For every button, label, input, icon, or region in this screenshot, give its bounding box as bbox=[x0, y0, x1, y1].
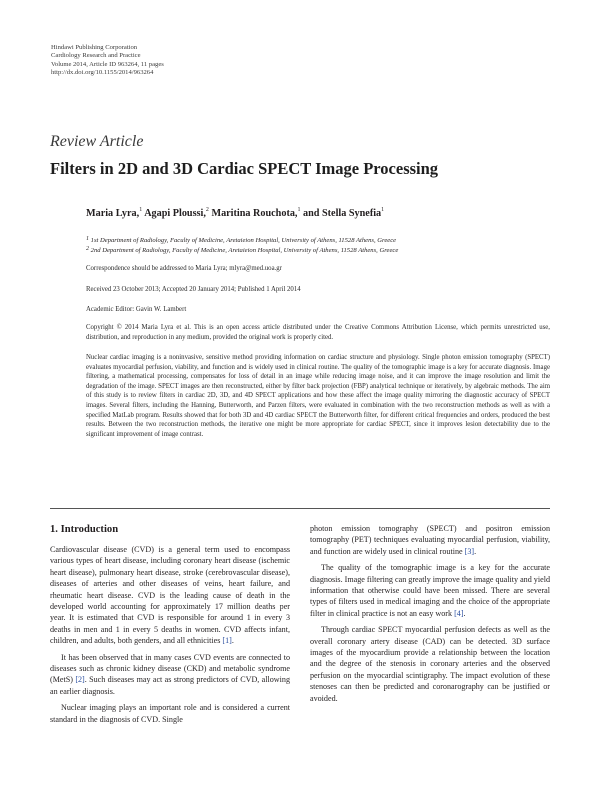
paragraph-text: . bbox=[231, 636, 234, 646]
author-list bbox=[86, 208, 384, 219]
affiliation bbox=[86, 236, 396, 245]
body-paragraph: Through cardiac SPECT myocardial perfusion defects as well as the overall coronary artery disease (CAD) can be detected. 3D surface images of the myocardium provide a relationship between the location and the degree of the stenosis in coronary arteries and the observed perfusion on the myocardial scintigraphy. The impact evolution of these stenoses can then be predicted and coronarography can be justified or avoided. bbox=[310, 625, 550, 703]
author-affiliation-mark: 1 bbox=[381, 207, 385, 213]
doi-link[interactable]: http://dx.doi.org/10.1155/2014/963264 bbox=[51, 68, 154, 76]
author-name: and Stella Synefia bbox=[303, 208, 382, 219]
affiliation-mark: 2 bbox=[86, 246, 89, 252]
volume-info: Volume 2014, Article ID 963264, 11 pages bbox=[51, 60, 164, 68]
citation-link[interactable]: [3] bbox=[464, 546, 475, 556]
affiliation-text: 2nd Department of Radiology, Faculty of Medicine, Aretaieion Hospital, University of Athens, 11528 Athens, Greece bbox=[90, 247, 399, 254]
abstract: Nuclear cardiac imaging is a noninvasive, sensitive method providing information on cardiac structure and physiology. Single photon emission tomography (SPECT) evaluates myocardial perfusion, viability, and function and is widely used in clinical routine. The quality of the tomographic image is a key for accurate diagnosis. Image filtering, a mathematical processing, compensates for loss of detail in an image while reducing image noise, and it can improve the image resolution and limit the degradation of the image. SPECT images are then reconstructed, either by filter back projection (FBP) analytical technique or iteratively, by algebraic methods. The aim of this study is to review filters in cardiac 2D, 3D, and 4D SPECT applications and how these affect the image quality mirroring the diagnostic accuracy of SPECT images. Several filters, including the Hanning, Butterworth, and Parzen filters, were evaluated in combination with the two reconstruction methods as well as with a specified MatLab program. Results showed that for both 3D and 4D cardiac SPECT the Butterworth filter, for different critical frequencies and orders, produced the best results. Between the two reconstruction methods, the iterative one might be more appropriate for cardiac SPECT, since it improves lesion detectability due to the significant improvement of image contrast. bbox=[86, 354, 550, 438]
citation-link[interactable]: [2] bbox=[75, 675, 85, 685]
publication-info bbox=[51, 44, 164, 77]
paragraph-text: Cardiovascular disease (CVD) is a general term used to encompass various types of heart disease, including coronary heart disease (ischemic heart disease), pulmonary heart disease, stroke (cerebrovascular disease), diseases of arteries and other diseases of veins, heart failure, and rheumatic heart disease. CVD is the leading cause of death in the developed world accounting for approximately 17 million deaths per year. It is estimated that CVD is responsible for around 1 in every 3 deaths in men and 1 in every 5 deaths in women. CVD affects infant, children, and adults, both genders, and all ethnicities bbox=[50, 545, 290, 646]
affiliation-text: 1st Department of Radiology, Faculty of Medicine, Aretaieion Hospital, University of Athens, 11528 Athens, Greece bbox=[90, 237, 397, 244]
journal-name: Cardiology Research and Practice bbox=[51, 52, 141, 60]
article-title: Filters in 2D and 3D Cardiac SPECT Image Processing bbox=[50, 159, 439, 178]
copyright-notice: Copyright © 2014 Maria Lyra et al. This is an open access article distributed under the Creative Commons Attribution License, which permits unrestricted use, distribution, and reproduction in any medium, provided the original work is properly cited. bbox=[86, 324, 550, 341]
author-affiliation-mark: 1 bbox=[139, 207, 143, 213]
body-paragraph bbox=[310, 523, 550, 557]
affiliation bbox=[86, 246, 398, 255]
author-affiliation-mark: 2 bbox=[205, 207, 209, 213]
section-divider bbox=[50, 508, 550, 509]
affiliation-mark: 1 bbox=[86, 236, 89, 242]
publisher-name: Hindawi Publishing Corporation bbox=[51, 44, 138, 51]
body-paragraph bbox=[310, 562, 550, 619]
academic-editor: Academic Editor: Gavin W. Lambert bbox=[86, 306, 187, 313]
author-name: Agapi Ploussi, bbox=[144, 208, 206, 219]
left-column bbox=[50, 523, 290, 725]
citation-link[interactable]: [1] bbox=[222, 636, 232, 646]
paragraph-text: . Such diseases may act as strong predictors of CVD, allowing an earlier diagnosis. bbox=[50, 675, 290, 696]
body-paragraph bbox=[50, 652, 290, 698]
article-type: Review Article bbox=[50, 133, 144, 150]
body-paragraph: Nuclear imaging plays an important role and is considered a current standard in the diagnosis of CVD. Single bbox=[50, 703, 290, 724]
paragraph-text: . bbox=[474, 546, 477, 556]
paragraph-text: . bbox=[463, 608, 466, 618]
section-heading: 1. Introduction bbox=[50, 524, 119, 535]
author-name: Maria Lyra, bbox=[86, 208, 140, 219]
citation-link[interactable]: [4] bbox=[454, 608, 464, 618]
article-dates: Received 23 October 2013; Accepted 20 January 2014; Published 1 April 2014 bbox=[86, 286, 301, 293]
paragraph-text: photon emission tomography (SPECT) and positron emission tomography (PET) techniques evaluating myocardial perfusion, viability, and function are widely used in clinical routine bbox=[310, 524, 550, 556]
paragraph-text: The quality of the tomographic image is a key for the accurate diagnosis. Image filtering can greatly improve the image quality and yield information that otherwise could have been missed. There are several types of filters used in medical imaging and the choice of the appropriate filter in clinical practice is not an easy work bbox=[310, 563, 550, 618]
body-paragraph bbox=[50, 544, 290, 647]
correspondence: Correspondence should be addressed to Maria Lyra; mlyra@med.uoa.gr bbox=[86, 265, 282, 272]
right-column bbox=[310, 523, 550, 704]
author-affiliation-mark: 1 bbox=[297, 207, 301, 213]
paragraph-text: It has been observed that in many cases CVD events are connected to diseases such as chronic kidney disease (CKD) and metabolic syndrome (MetS) bbox=[50, 652, 290, 685]
author-name: Maritina Rouchota, bbox=[211, 208, 298, 219]
